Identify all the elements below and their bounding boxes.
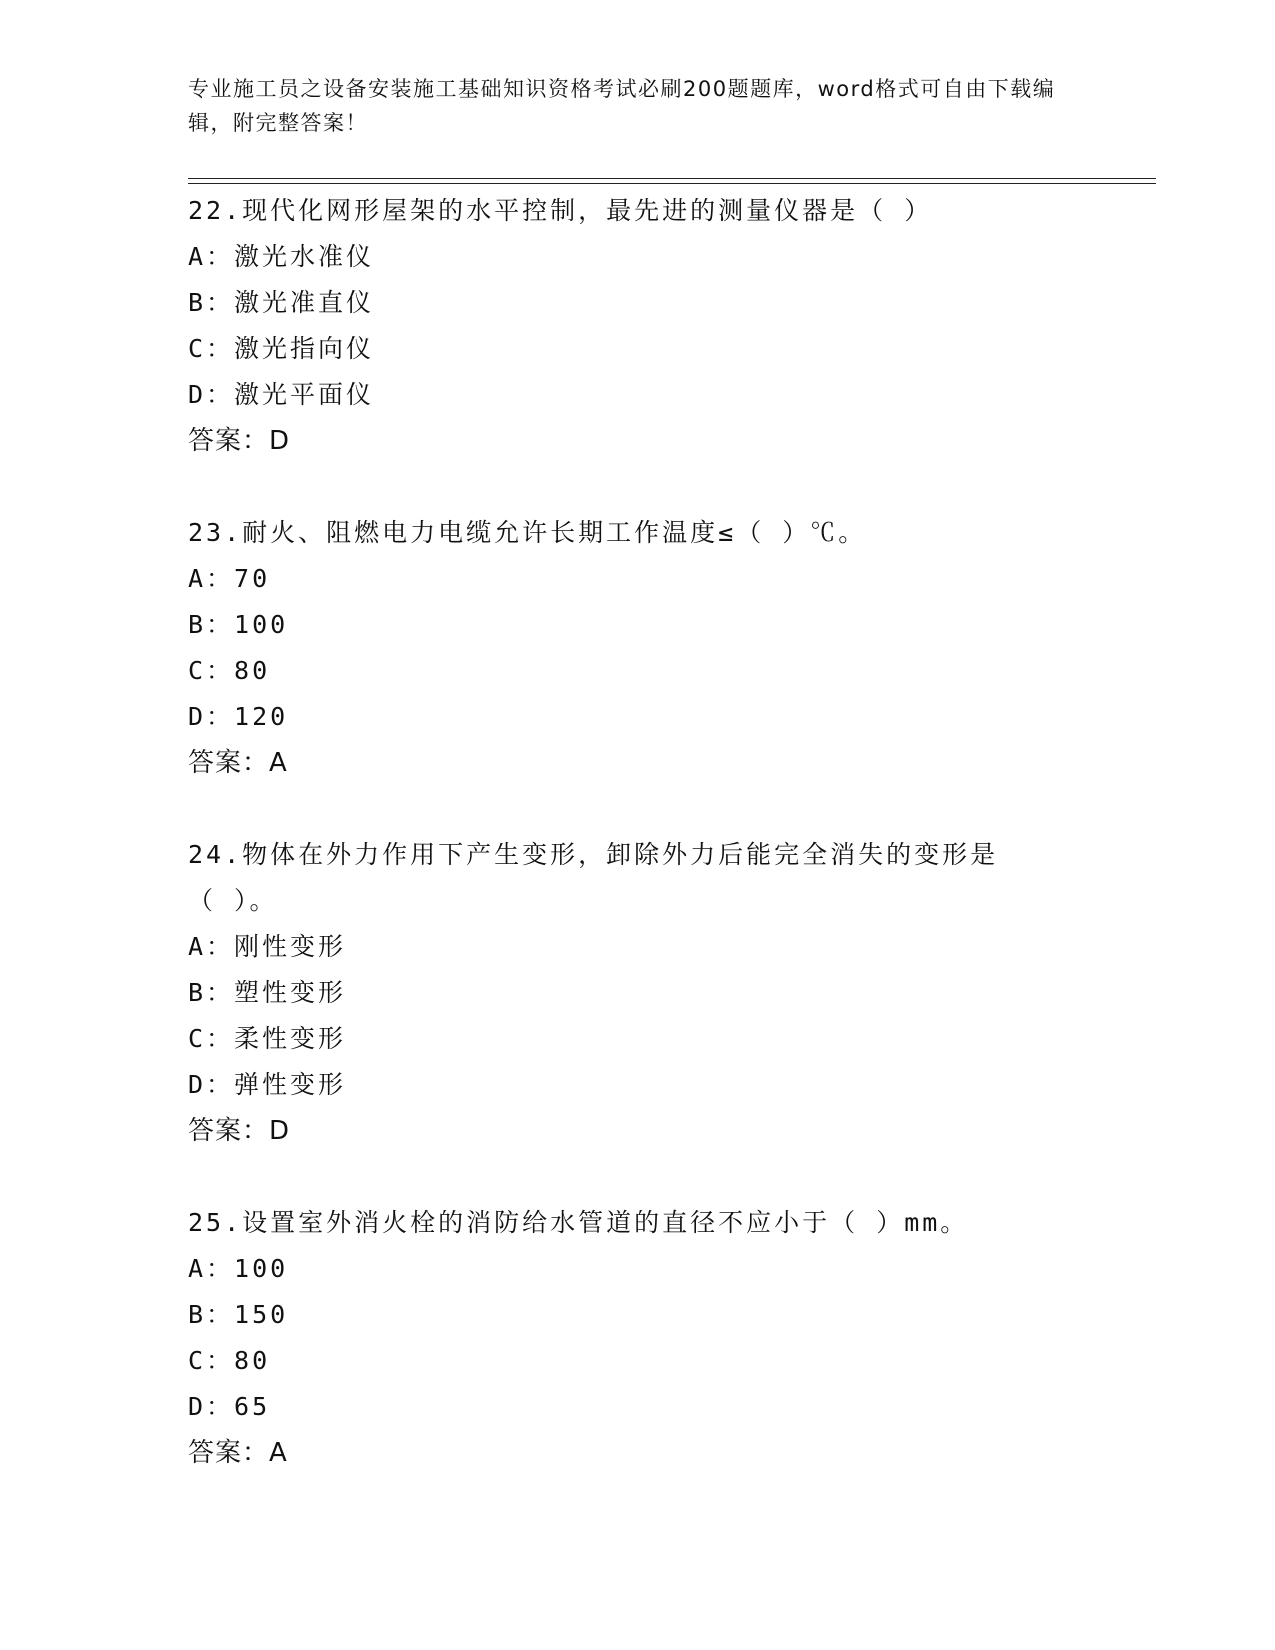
- answer-line: 答案：D: [188, 1116, 291, 1146]
- option-b: B：150: [188, 1300, 289, 1329]
- option-c: C：激光指向仪: [188, 334, 375, 363]
- option-a: A：70: [188, 564, 271, 593]
- question-23: [188, 510, 1088, 786]
- question-stem: 25.设置室外消火栓的消防给水管道的直径不应小于（ ）mm。: [188, 1208, 969, 1237]
- option-d: D：弹性变形: [188, 1070, 347, 1099]
- answer-line: 答案：D: [188, 426, 291, 456]
- option-c: C：80: [188, 656, 271, 685]
- question-list: [188, 188, 1088, 1522]
- document-header: 专业施工员之设备安装施工基础知识资格考试必刷200题题库，word格式可自由下载编辑，附完整答案！: [188, 77, 1056, 135]
- option-c: C：柔性变形: [188, 1024, 347, 1053]
- header-divider-bottom: [188, 183, 1156, 184]
- option-b: B：100: [188, 610, 289, 639]
- question-stem: 22.现代化网形屋架的水平控制，最先进的测量仪器是（ ）: [188, 196, 933, 225]
- header-divider-top: [188, 178, 1156, 179]
- option-a: A：刚性变形: [188, 932, 347, 961]
- option-d: D：65: [188, 1392, 271, 1421]
- option-a: A：激光水准仪: [188, 242, 375, 271]
- answer-line: 答案：A: [188, 1438, 288, 1468]
- question-stem: 24.物体在外力作用下产生变形，卸除外力后能完全消失的变形是（ ）。: [188, 840, 999, 915]
- question-stem: 23.耐火、阻燃电力电缆允许长期工作温度≤（ ）℃。: [188, 518, 867, 547]
- option-b: B：塑性变形: [188, 978, 347, 1007]
- question-25: [188, 1200, 1088, 1476]
- option-a: A：100: [188, 1254, 289, 1283]
- option-d: D：120: [188, 702, 289, 731]
- option-c: C：80: [188, 1346, 271, 1375]
- option-b: B：激光准直仪: [188, 288, 375, 317]
- answer-line: 答案：A: [188, 748, 288, 778]
- question-24: [188, 832, 1088, 1154]
- option-d: D：激光平面仪: [188, 380, 375, 409]
- question-22: [188, 188, 1088, 464]
